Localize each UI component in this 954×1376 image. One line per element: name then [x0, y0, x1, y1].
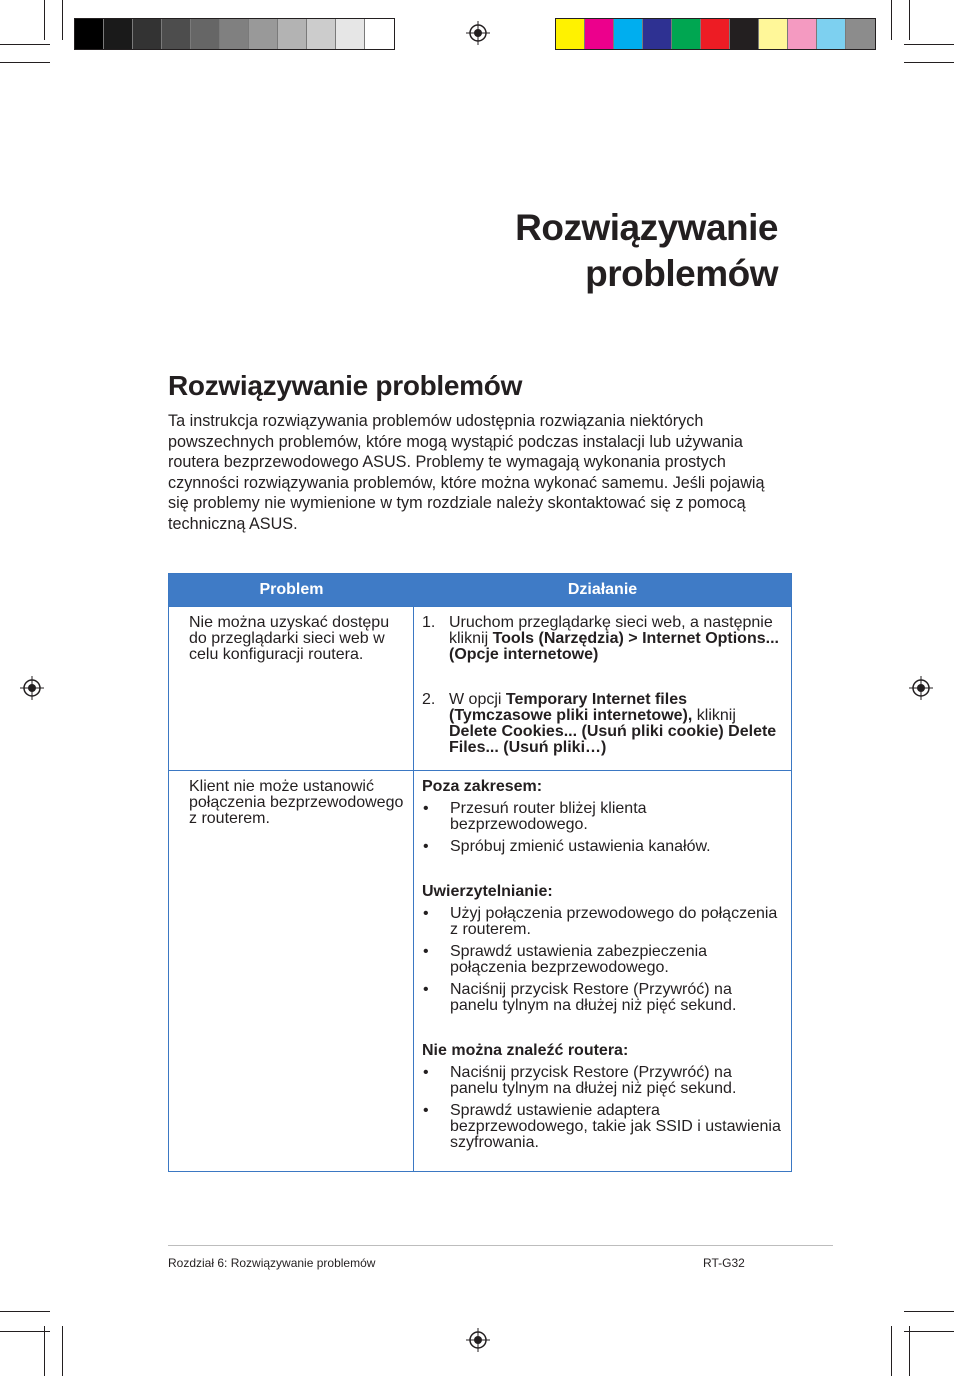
- action-cell: [414, 771, 791, 1171]
- color-swatch: [556, 19, 585, 49]
- color-swatch: [191, 19, 220, 49]
- registration-mark-icon: [20, 676, 44, 700]
- numbered-step: [422, 692, 781, 756]
- color-swatch: [846, 19, 875, 49]
- step-text: W opcji Temporary Internet files (Tymczasowe pliki internetowe), kliknij Delete Cookies... (Usuń pliki cookie) Delete Files... (Usuń pliki…): [449, 691, 777, 756]
- table-header: [169, 574, 791, 606]
- table-row: [169, 606, 791, 770]
- problem-cell: Klient nie może ustanowić połączenia bezprzewodowego z routerem.: [169, 771, 414, 1171]
- chapter-title-line2: problemów: [585, 253, 778, 294]
- color-swatch: [365, 19, 394, 49]
- footer-chapter-label: Rozdział 6: Rozwiązywanie problemów: [168, 1256, 376, 1270]
- color-swatch: [759, 19, 788, 49]
- color-swatch: [75, 19, 104, 49]
- color-swatch: [249, 19, 278, 49]
- chapter-title: [515, 205, 778, 297]
- color-swatch: [730, 19, 759, 49]
- action-cell: [414, 607, 791, 770]
- footer-model-label: RT-G32: [703, 1256, 745, 1270]
- color-swatch: [643, 19, 672, 49]
- bullet-item: • Sprawdź ustawienia zabezpieczenia połączenia bezprzewodowego.: [423, 943, 708, 976]
- problem-cell: Nie można uzyskać dostępu do przeglądarki sieci web w celu konfiguracji routera.: [169, 607, 414, 770]
- color-swatch: [788, 19, 817, 49]
- color-swatch: [614, 19, 643, 49]
- color-swatch: [278, 19, 307, 49]
- color-swatch: [672, 19, 701, 49]
- color-swatch: [585, 19, 614, 49]
- step-number: 1.: [422, 614, 436, 631]
- grayscale-calibration-bar: [74, 18, 395, 50]
- color-swatch: [220, 19, 249, 49]
- color-swatch: [133, 19, 162, 49]
- chapter-title-line1: Rozwiązywanie: [515, 207, 778, 248]
- color-swatch: [817, 19, 846, 49]
- color-swatch: [104, 19, 133, 49]
- group-heading: Uwierzytelnianie:: [422, 883, 553, 900]
- registration-mark-icon: [466, 21, 490, 45]
- bullet-item: • Spróbuj zmienić ustawienia kanałów.: [423, 838, 711, 855]
- numbered-step: [422, 615, 781, 663]
- bullet-item: • Przesuń router bliżej klienta bezprzewodowego.: [423, 800, 647, 833]
- bullet-item: • Naciśnij przycisk Restore (Przywróć) na panelu tylnym na dłużej niż pięć sekund.: [423, 981, 737, 1014]
- column-header-problem: Problem: [259, 581, 324, 598]
- column-header-action: Działanie: [567, 581, 638, 598]
- color-calibration-bar: [555, 18, 876, 50]
- group-heading: Poza zakresem:: [422, 778, 543, 795]
- footer-divider: [168, 1245, 833, 1246]
- registration-mark-icon: [466, 1328, 490, 1352]
- table-row: [169, 770, 791, 1171]
- color-swatch: [336, 19, 365, 49]
- section-heading: Rozwiązywanie problemów: [168, 370, 523, 401]
- bullet-item: • Sprawdź ustawienie adaptera bezprzewodowego, takie jak SSID i ustawienia szyfrowania.: [423, 1102, 781, 1151]
- registration-mark-icon: [909, 676, 933, 700]
- color-swatch: [307, 19, 336, 49]
- bullet-item: • Użyj połączenia przewodowego do połączenia z routerem.: [423, 905, 778, 938]
- color-swatch: [701, 19, 730, 49]
- step-text: Uruchom przeglądarkę sieci web, a następnie kliknij Tools (Narzędzia) > Internet Options... (Opcje internetowe): [449, 614, 779, 663]
- step-number: 2.: [422, 691, 436, 708]
- troubleshooting-table: [168, 573, 792, 1172]
- intro-paragraph: Ta instrukcja rozwiązywania problemów udostępnia rozwiązania niektórych powszechnych problemów, które mogą wystąpić podczas instalacji lub używania routera bezprzewodowego ASUS. Problemy te wymagają wykonania prostych czynności rozwiązywania problemów, które można wykonać samemu. Jeśli pojawią się problemy nie wymienione w tym rozdziale należy skontaktować się z pomocą techniczną ASUS.: [168, 412, 765, 533]
- group-heading: Nie można znaleźć routera:: [422, 1042, 629, 1059]
- bullet-item: • Naciśnij przycisk Restore (Przywróć) na panelu tylnym na dłużej niż pięć sekund.: [423, 1064, 737, 1097]
- color-swatch: [162, 19, 191, 49]
